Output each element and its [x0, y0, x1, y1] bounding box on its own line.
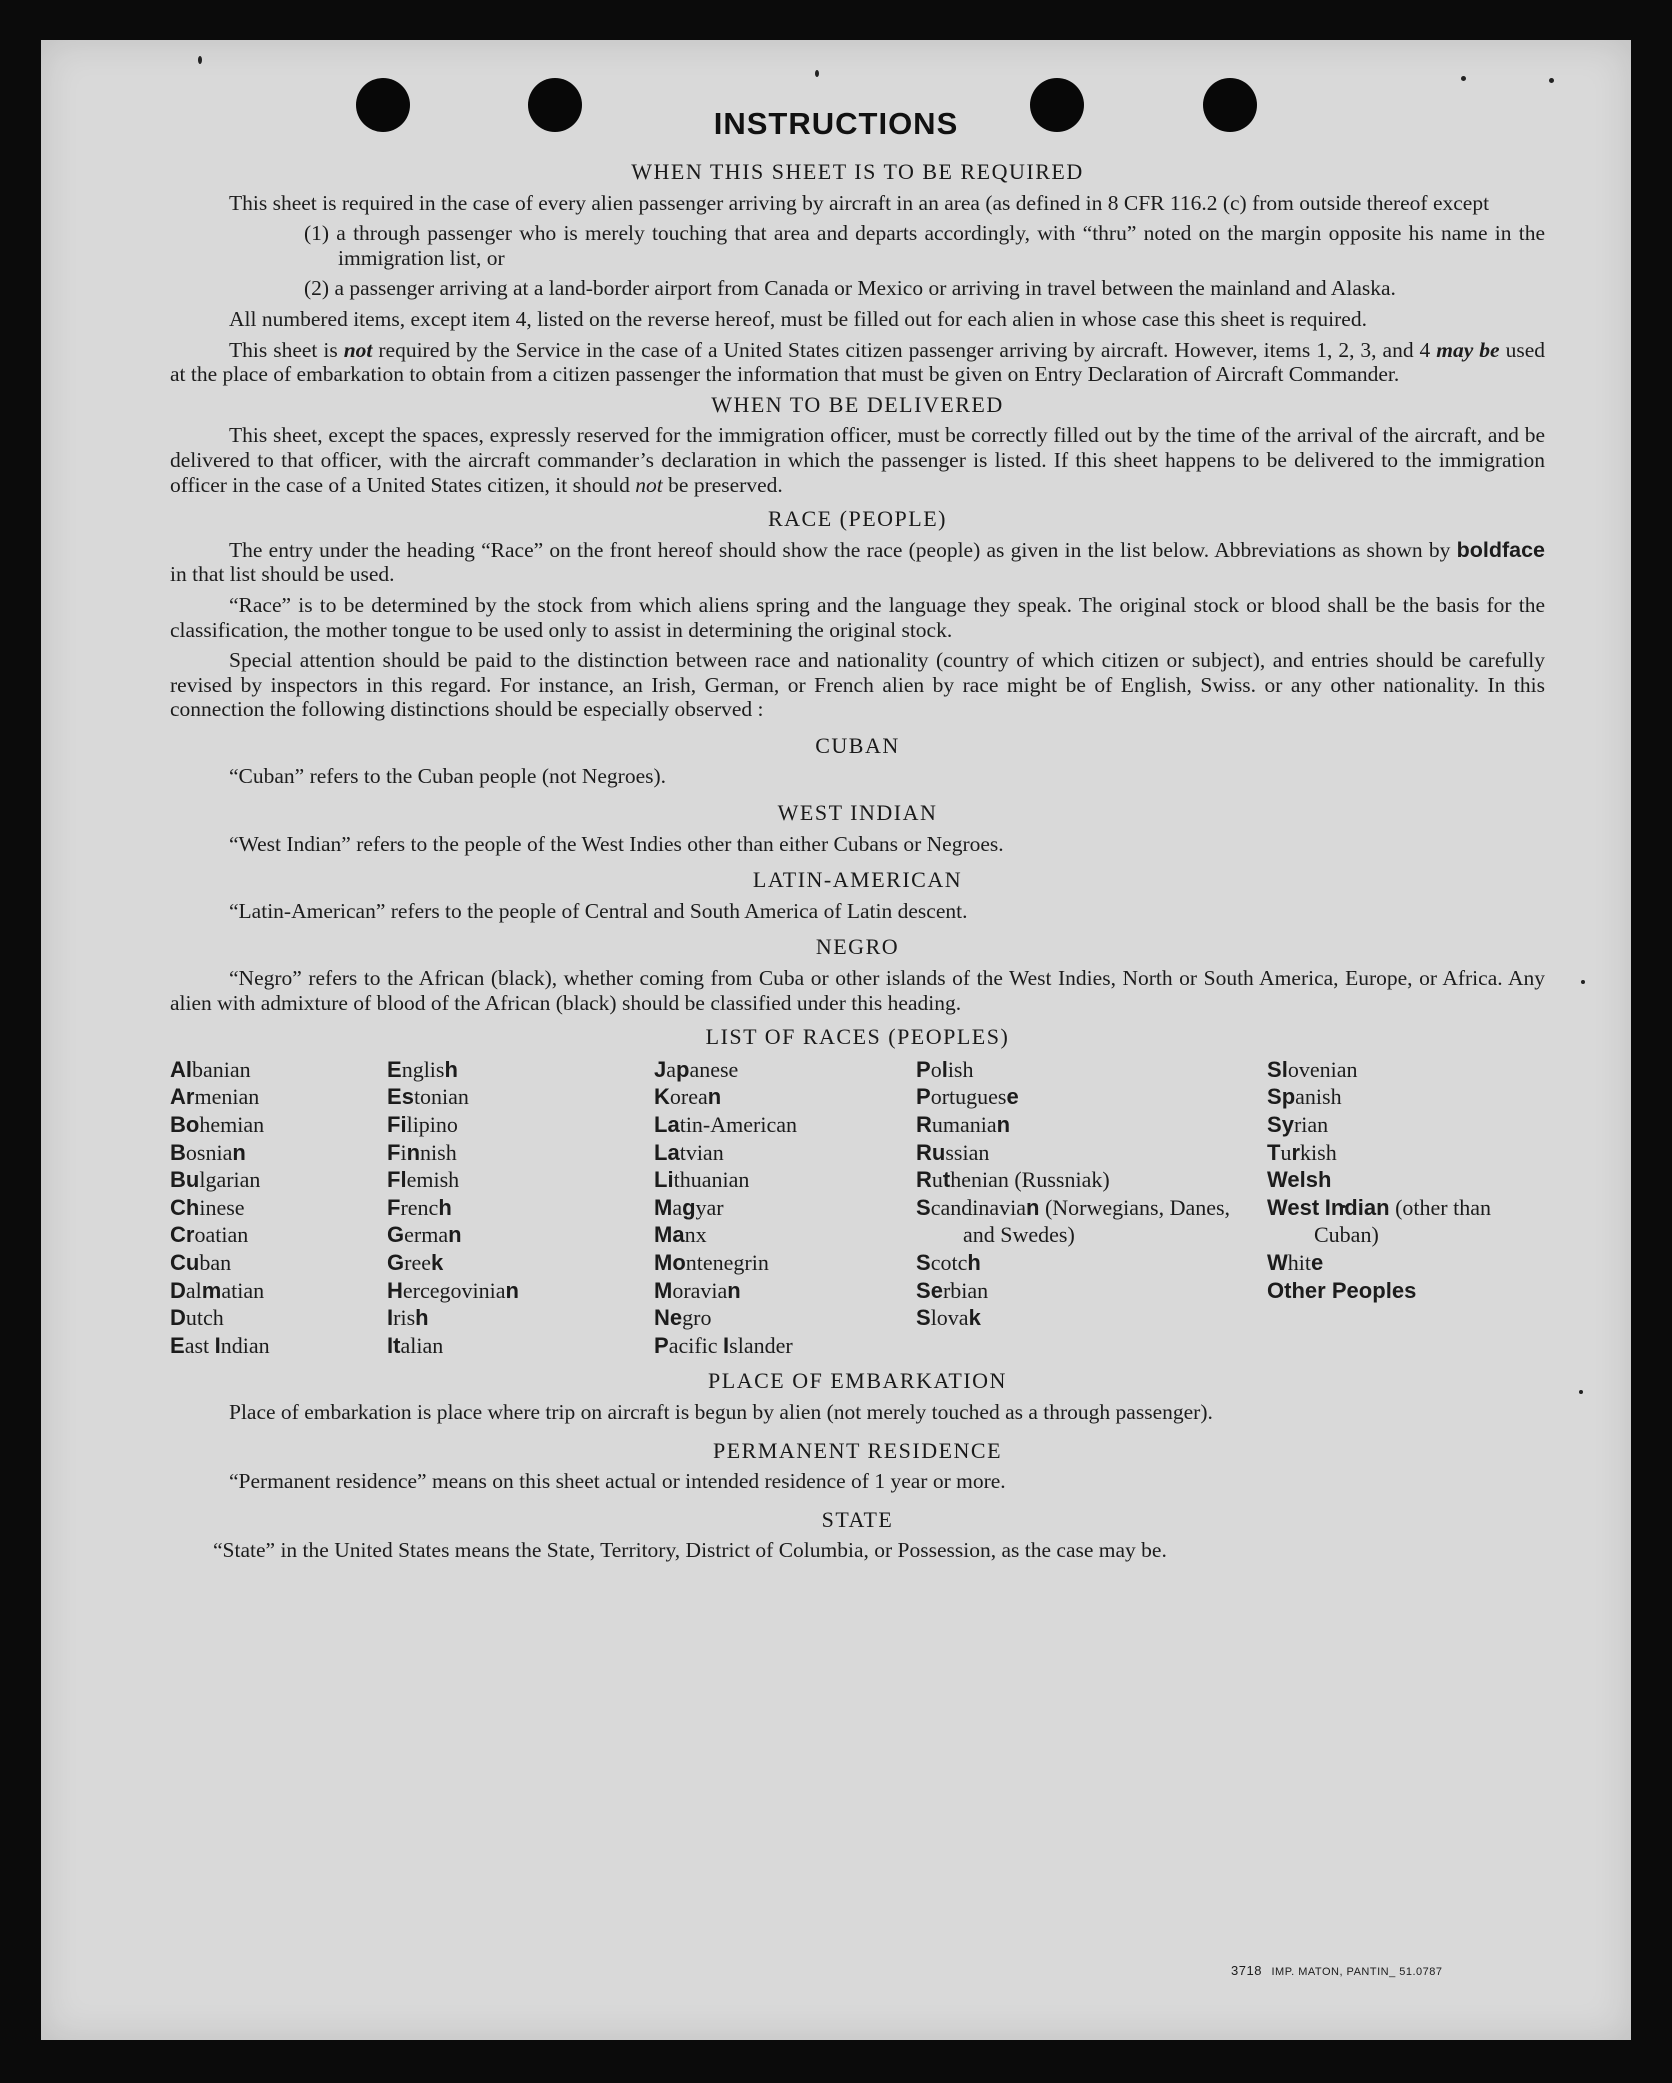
paragraph: “Cuban” refers to the Cuban people (not Negroes). — [229, 764, 667, 789]
instructions-body — [170, 154, 1545, 1569]
section-heading: NEGRO — [815, 934, 900, 960]
race-entry: English — [387, 1056, 458, 1082]
race-entry: Italian — [387, 1332, 444, 1358]
race-entry: Manx — [654, 1222, 707, 1248]
race-entry: Lithuanian — [654, 1167, 750, 1193]
race-entry: Filipino — [387, 1112, 458, 1137]
section-heading: WEST INDIAN — [777, 800, 938, 826]
section-heading: WHEN THIS SHEET IS TO BE REQUIRED — [631, 159, 1084, 184]
race-entry: White — [1267, 1249, 1324, 1275]
race-entry: Finnish — [387, 1139, 457, 1165]
race-entry: Moravian — [654, 1277, 741, 1303]
race-entry: Turkish — [1267, 1139, 1337, 1165]
race-entry: Latin-American — [654, 1112, 797, 1137]
race-entry: Ruthenian (Russniak) — [916, 1167, 1110, 1193]
document-sheet — [41, 40, 1631, 2040]
race-entry: Flemish — [387, 1167, 460, 1193]
race-entry: Montenegrin — [654, 1249, 769, 1275]
race-entry: Welsh — [1267, 1167, 1332, 1193]
race-entry: Scotch — [916, 1249, 981, 1275]
paragraph: “Negro” refers to the African (black), whether coming from Cuba or other islands of the West Indies, North or South America, Europe, or Africa. Any alien with admixture of blood of the African (black) should be classified under this heading. — [170, 966, 1545, 1015]
section-heading: CUBAN — [815, 732, 900, 758]
race-entry: Chinese — [170, 1194, 245, 1220]
paragraph: “Race” is to be determined by the stock from which aliens spring and the language they speak. The original stock or blood shall be the basis for the classification, the mother tongue to be used only to assist in determining the original stock. — [170, 592, 1545, 642]
race-entry: Greek — [387, 1249, 444, 1275]
race-entry: Albanian — [170, 1056, 251, 1082]
paragraph: The entry under the heading “Race” on the front hereof should show the race (people) as given in the list below. Abbreviations as shown by boldface in that list should be used. — [170, 537, 1545, 587]
form-number: 3718 — [1231, 1963, 1262, 1978]
print-imprint — [1231, 1963, 1443, 1978]
race-entry: Polish — [916, 1056, 974, 1082]
section-heading: PERMANENT RESIDENCE — [712, 1437, 1003, 1463]
race-column — [387, 1056, 654, 1360]
paragraph: “West Indian” refers to the people of the West Indies other than either Cubans or Negroes. — [229, 831, 1004, 856]
race-entry: West Indian (other than Cuban) — [1267, 1194, 1491, 1248]
race-entry: Bohemian — [170, 1112, 265, 1137]
race-entry: Spanish — [1267, 1084, 1342, 1110]
paragraph: Place of embarkation is place where trip on aircraft is begun by alien (not merely touched as a through passenger). — [229, 1399, 1213, 1424]
race-entry: Irish — [387, 1305, 429, 1331]
paragraph: All numbered items, except item 4, listed on the reverse hereof, must be filled out for each alien in whose case this sheet is required. — [229, 306, 1367, 331]
section-heading: STATE — [821, 1506, 894, 1532]
race-entry: Serbian — [916, 1277, 989, 1303]
paragraph: Special attention should be paid to the distinction between race and nationality (country of which citizen or subject), and entries should be carefully revised by inspectors in this regard. For instance, an Irish, German, or French alien by race might be of English, Swiss. or any other nationality. In this connection the following distinctions should be especially observed : — [170, 648, 1545, 722]
race-entry: Cuban — [170, 1249, 232, 1275]
race-entry: French — [387, 1194, 452, 1220]
race-list — [170, 1056, 1545, 1360]
paragraph: This sheet is not required by the Service in the case of a United States citizen passenger arriving by aircraft. However, items 1, 2, 3, and 4 may be used at the place of embarkation to obtain from a citizen passenger the information that must be given on Entry Declaration of Aircraft Commander. — [170, 337, 1545, 387]
race-entry: Bosnian — [170, 1139, 246, 1165]
race-entry: Armenian — [170, 1084, 260, 1110]
race-entry: Slovak — [916, 1305, 981, 1331]
race-column — [170, 1056, 387, 1360]
race-entry: Dutch — [170, 1305, 224, 1331]
race-entry: East Indian — [170, 1332, 270, 1358]
list-item: (2) a passenger arriving at a land-border airport from Canada or Mexico or arriving in travel between the mainland and Alaska. — [304, 276, 1396, 301]
race-entry: Scandinavian (Norwegians, Danes, and Swedes) — [916, 1194, 1231, 1248]
race-column — [916, 1056, 1267, 1360]
race-column — [654, 1056, 916, 1360]
list-item: (1) a through passenger who is merely touching that area and departs accordingly, with “thru” noted on the margin opposite his name in the immigration list, or — [304, 221, 1545, 270]
section-heading: WHEN TO BE DELIVERED — [711, 391, 1004, 417]
race-entry: Croatian — [170, 1222, 249, 1248]
race-entry: Other Peoples — [1267, 1277, 1417, 1303]
race-entry: German — [387, 1222, 462, 1248]
race-entry: Japanese — [654, 1056, 739, 1082]
page-title: INSTRUCTIONS — [713, 106, 959, 141]
race-entry: Korean — [654, 1084, 722, 1110]
section-heading: PLACE OF EMBARKATION — [708, 1368, 1007, 1394]
paragraph: “Latin-American” refers to the people of Central and South America of Latin descent. — [229, 898, 968, 923]
printer-imprint: IMP. MATON, PANTIN_ 51.0787 — [1271, 1966, 1443, 1978]
race-entry: Bulgarian — [170, 1167, 261, 1193]
section-heading: LATIN-AMERICAN — [752, 867, 963, 893]
paragraph: “Permanent residence” means on this sheet actual or intended residence of 1 year or more. — [229, 1469, 1006, 1494]
race-entry: Syrian — [1267, 1112, 1329, 1137]
race-entry: Magyar — [654, 1194, 724, 1220]
race-entry: Portuguese — [916, 1084, 1019, 1110]
section-heading: LIST OF RACES (PEOPLES) — [705, 1024, 1010, 1050]
race-entry: Russian — [916, 1139, 990, 1165]
race-entry: Dalmatian — [170, 1277, 265, 1303]
race-entry: Rumanian — [916, 1112, 1011, 1137]
race-entry: Estonian — [387, 1084, 469, 1110]
race-entry: Hercegovinian — [387, 1277, 519, 1303]
paragraph: This sheet is required in the case of every alien passenger arriving by aircraft in an area (as defined in 8 CFR 116.2 (c) from outside thereof except — [229, 190, 1490, 215]
race-column — [1267, 1056, 1545, 1360]
paragraph: “State” in the United States means the State, Territory, District of Columbia, or Possession, as the case may be. — [213, 1538, 1167, 1563]
race-entry: Negro — [654, 1305, 712, 1331]
race-entry: Pacific Islander — [654, 1332, 793, 1358]
race-entry: Slovenian — [1267, 1056, 1358, 1082]
section-heading: RACE (PEOPLE) — [768, 506, 947, 532]
paragraph: This sheet, except the spaces, expressly reserved for the immigration officer, must be correctly filled out by the time of the arrival of the aircraft, and be delivered to that officer, with the aircraft commander’s declaration in which the passenger is listed. If this sheet happens to be delivered to the immigration officer in the case of a United States citizen, it should not be preserved. — [170, 423, 1545, 497]
race-entry: Latvian — [654, 1139, 724, 1165]
